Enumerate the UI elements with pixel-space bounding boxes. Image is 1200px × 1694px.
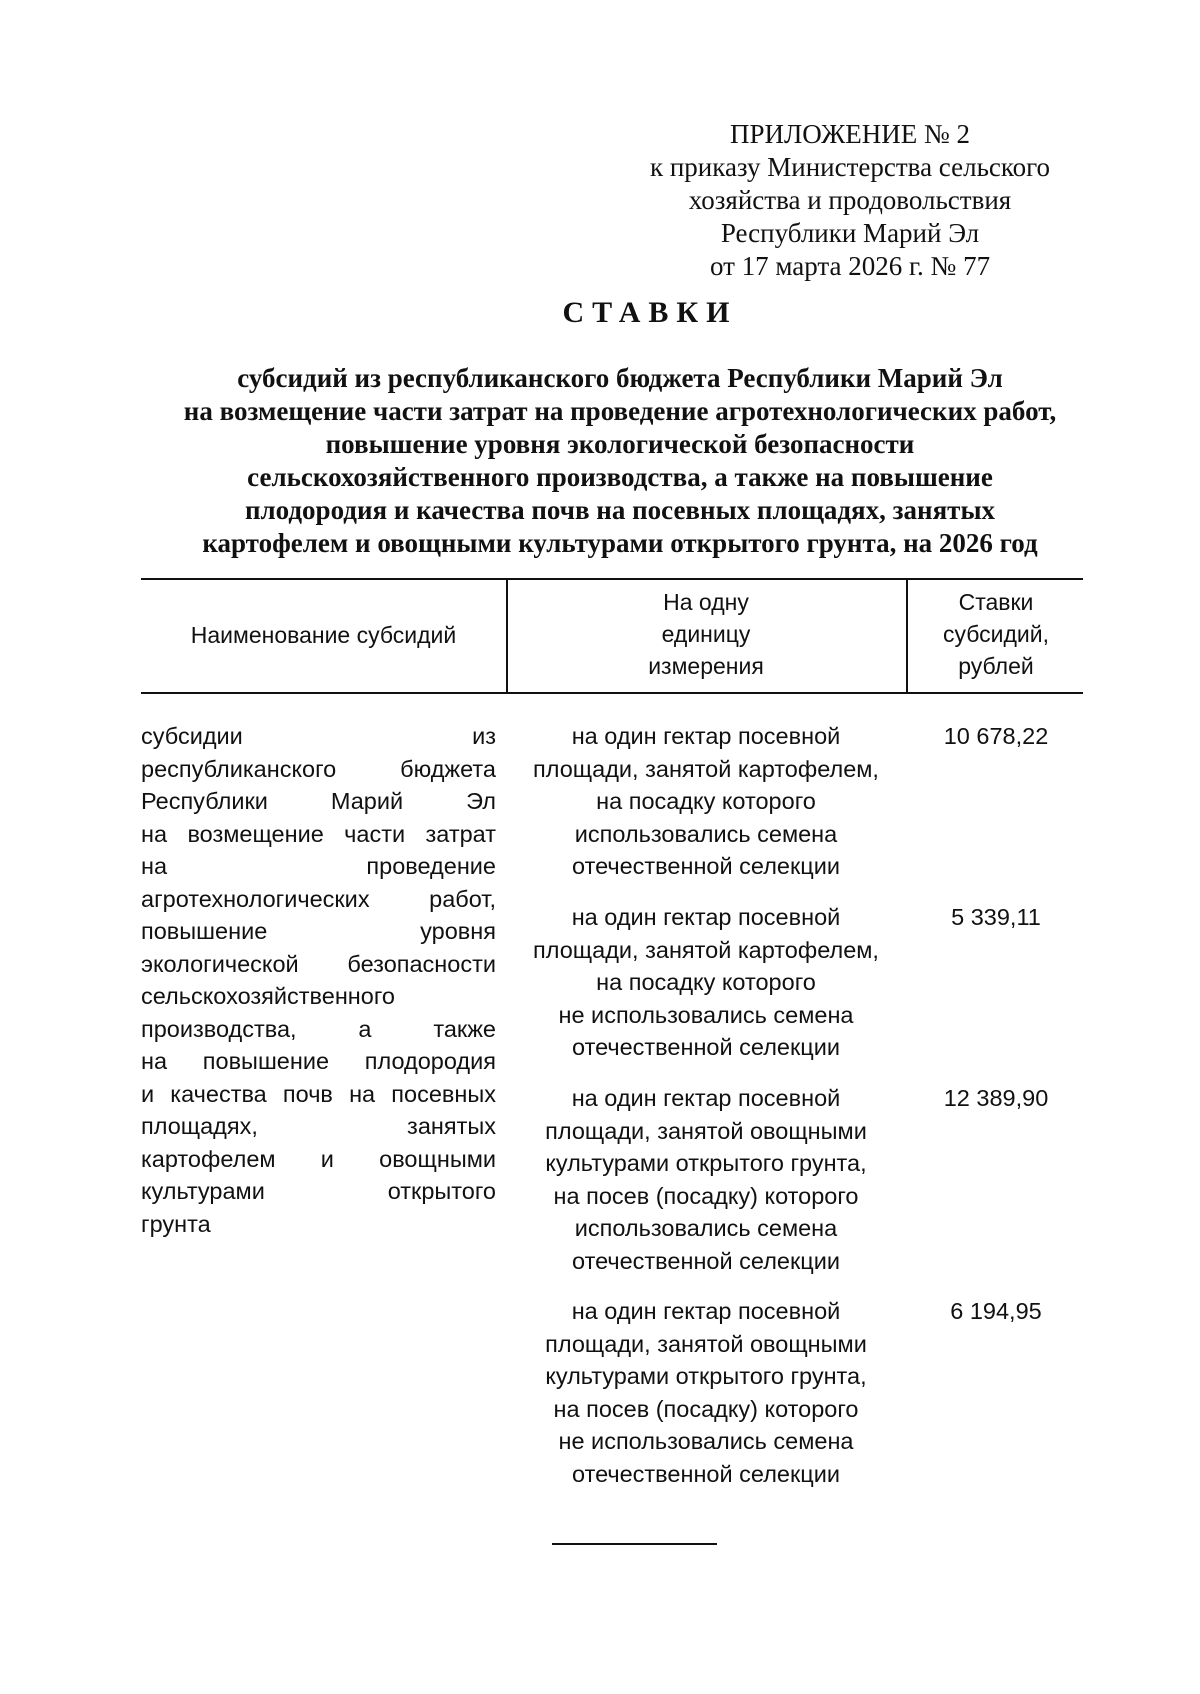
header-unit — [506, 586, 906, 682]
unit-line: отечественной селекции — [572, 1247, 840, 1274]
unit-line: не использовались семена — [558, 1428, 854, 1454]
unit-line: на один гектар посевной — [571, 904, 841, 930]
unit-line: площади, занятой овощными — [545, 1330, 867, 1357]
subtitle-line: субсидий из республиканского бюджета Республики Марий Эл — [237, 363, 1003, 393]
appendix-line: к приказу Министерства сельского — [649, 152, 1051, 182]
unit-line: на посев (посадку) которого — [553, 1395, 859, 1422]
unit-line: использовались семена — [574, 1215, 838, 1241]
document-subtitle — [140, 362, 1100, 560]
unit-line: площади, занятой картофелем, — [533, 755, 879, 782]
subsidy-name-line: площадях, занятых — [141, 1113, 496, 1139]
subsidy-name-line: производства, а также — [141, 1015, 496, 1042]
subtitle-line: повышение уровня экологической безопасности — [325, 429, 915, 459]
rate-value: 10 678,22 — [943, 723, 1049, 749]
subtitle-line: на возмещение части затрат на проведение агротехнологических работ, — [183, 396, 1057, 426]
subsidy-name-line: культурами открытого — [141, 1178, 496, 1204]
unit-cell — [506, 1295, 906, 1490]
rate-value: 12 389,90 — [943, 1085, 1049, 1111]
unit-line: использовались семена — [574, 820, 838, 847]
end-divider — [552, 1543, 717, 1545]
header-name: Наименование субсидий — [190, 622, 457, 648]
unit-line: на посадку которого — [596, 969, 816, 995]
subsidy-name-line: повышение уровня — [141, 918, 496, 944]
appendix-line: Республики Марий Эл — [720, 218, 980, 248]
table-header-rule — [141, 692, 1083, 694]
subtitle-line: сельскохозяйственного производства, а также на повышение — [247, 462, 993, 492]
subsidy-name-line: агротехнологических работ, — [141, 885, 496, 912]
subsidy-name-line: на повышение плодородия — [141, 1048, 496, 1074]
header-unit-line: На одну — [663, 589, 749, 615]
subsidy-name-line: грунта — [141, 1210, 211, 1237]
subsidy-name-line: субсидии из — [141, 723, 496, 749]
rate-value: 5 339,11 — [951, 904, 1041, 930]
unit-line: культурами открытого грунта, — [545, 1363, 867, 1389]
unit-line: отечественной селекции — [572, 1034, 840, 1060]
subsidy-name-line: республиканского бюджета — [141, 755, 496, 782]
unit-line: на один гектар посевной — [571, 723, 841, 749]
unit-line: площади, занятой овощными — [545, 1117, 867, 1144]
unit-line: не использовались семена — [558, 1001, 854, 1028]
unit-line: на один гектар посевной — [571, 1085, 841, 1111]
unit-line: на один гектар посевной — [571, 1298, 841, 1324]
subsidy-name-line: и качества почв на посевных — [141, 1080, 496, 1107]
unit-line: на посадку которого — [596, 788, 816, 814]
unit-line: отечественной селекции — [572, 853, 840, 879]
subtitle-line: плодородия и качества почв на посевных площадях, занятых — [244, 495, 996, 525]
subsidy-name-line: картофелем и овощными — [141, 1145, 496, 1172]
header-rate-line: субсидий, — [942, 621, 1050, 647]
unit-cell — [506, 901, 906, 1064]
appendix-line: хозяйства и продовольствия — [688, 185, 1012, 215]
subsidy-name-cell — [141, 720, 496, 1240]
appendix-header — [600, 118, 1100, 283]
header-rate — [906, 586, 1086, 682]
header-rate-line: рублей — [958, 653, 1034, 679]
subtitle-line: картофелем и овощными культурами открытого грунта, на 2026 год — [202, 528, 1038, 558]
appendix-line: ПРИЛОЖЕНИЕ № 2 — [729, 119, 971, 149]
subsidy-name-line: экологической безопасности — [141, 950, 496, 977]
table-top-rule — [141, 578, 1083, 580]
subsidy-name-line: Республики Марий Эл — [141, 788, 496, 814]
unit-cell — [506, 1082, 906, 1277]
document-title: СТАВКИ — [562, 296, 738, 329]
header-rate-line: Ставки — [958, 589, 1034, 615]
unit-line: культурами открытого грунта, — [545, 1150, 867, 1176]
unit-line: отечественной селекции — [572, 1460, 840, 1487]
appendix-line: от 17 марта 2026 г. № 77 — [709, 251, 991, 281]
header-unit-line: единицу — [661, 621, 751, 647]
unit-cell — [506, 720, 906, 883]
header-unit-line: измерения — [648, 653, 764, 679]
subsidy-name-line: сельскохозяйственного — [141, 983, 395, 1009]
unit-line: площади, занятой картофелем, — [533, 936, 879, 963]
unit-line: на посев (посадку) которого — [553, 1182, 859, 1209]
subsidy-name-line: на возмещение части затрат — [141, 820, 496, 847]
subsidy-name-line: на проведение — [141, 853, 496, 879]
rate-value: 6 194,95 — [950, 1298, 1042, 1324]
